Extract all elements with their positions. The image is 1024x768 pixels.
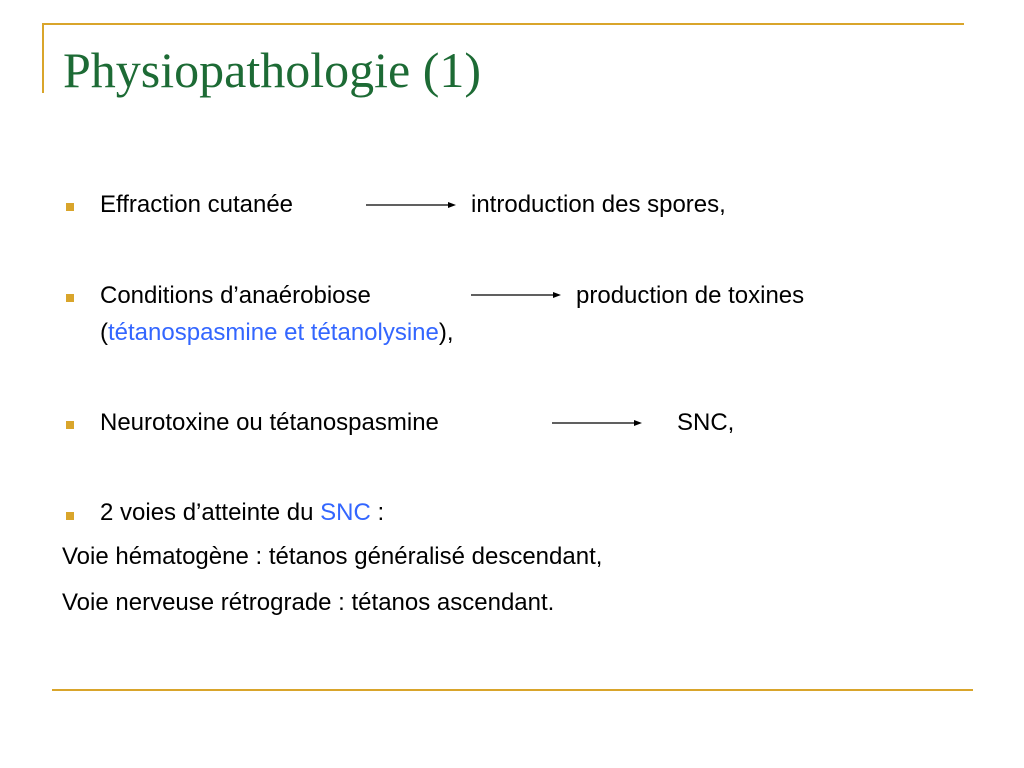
arrow-right-icon [366, 200, 456, 210]
plain-line-2: Voie nerveuse rétrograde : tétanos ascendant. [62, 589, 555, 616]
bullet-item-3-right: SNC, [677, 409, 735, 436]
bullet-item-3-left: Neurotoxine ou tétanospasmine [100, 409, 439, 436]
bullet-item-2-left: Conditions d’anaérobiose [100, 282, 371, 309]
bullet-square-icon [66, 421, 74, 429]
paren-open: ( [100, 319, 108, 346]
frame-left-line [42, 23, 44, 93]
frame-top-line [42, 23, 964, 25]
bullet-item-1-left: Effraction cutanée [100, 191, 294, 218]
snc-highlight: SNC [320, 499, 371, 526]
arrow-right-icon [471, 290, 561, 300]
paren-close: ), [438, 319, 454, 346]
toxin-names-highlight: tétanospasmine et tétanolysine [108, 319, 439, 346]
slide-title: Physiopathologie (1) [63, 42, 482, 98]
footer-divider [52, 689, 973, 691]
bullet-square-icon [66, 294, 74, 302]
bullet-square-icon [66, 512, 74, 520]
bullet-item-1-right: introduction des spores, [471, 191, 726, 218]
bullet-item-2-right: production de toxines [576, 282, 805, 309]
plain-line-1: Voie hématogène : tétanos généralisé descendant, [62, 543, 603, 570]
bullet-square-icon [66, 203, 74, 211]
bullet-item-4 [100, 498, 384, 528]
bullet-item-4-text: 2 voies d’atteinte du [100, 499, 321, 526]
bullet-item-2-continuation [100, 318, 454, 348]
arrow-right-icon [552, 418, 642, 428]
bullet-item-4-suffix: : [370, 499, 385, 526]
